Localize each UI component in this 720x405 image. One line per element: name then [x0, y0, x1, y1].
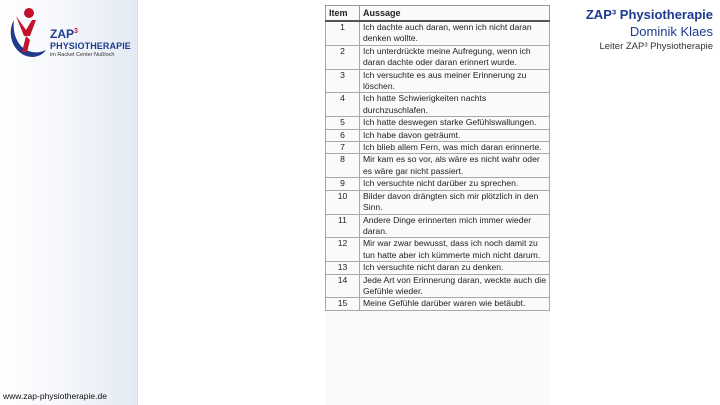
- item-statement: Mir kam es so vor, als wäre es nicht wahr oder es wäre gar nicht passiert.: [360, 154, 550, 178]
- item-statement: Ich unterdrückte meine Aufregung, wenn ich daran dachte oder daran erinnert wurde.: [360, 45, 550, 69]
- item-number: 4: [326, 93, 360, 117]
- item-number: 7: [326, 142, 360, 154]
- item-statement: Ich blieb allem Fern, was mich daran erinnerte.: [360, 142, 550, 154]
- table-body: [326, 21, 550, 310]
- table-row: [326, 262, 550, 274]
- item-number: 6: [326, 129, 360, 141]
- item-number: 11: [326, 214, 360, 238]
- slide-header: [586, 6, 713, 53]
- item-number: 1: [326, 21, 360, 45]
- zap-logo: [6, 6, 136, 66]
- item-number: 15: [326, 298, 360, 310]
- item-number: 5: [326, 117, 360, 129]
- item-statement: Ich hatte Schwierigkeiten nachts durchzuschlafen.: [360, 93, 550, 117]
- logo-subtitle: im Racket Center Nußloch: [50, 52, 115, 58]
- statement-table: [325, 5, 550, 311]
- table-row: [326, 129, 550, 141]
- item-number: 3: [326, 69, 360, 93]
- column-header-statement: Aussage: [360, 6, 550, 22]
- table-row: [326, 21, 550, 45]
- header-name: Dominik Klaes: [629, 24, 713, 39]
- item-statement: Ich dachte auch daran, wenn ich nicht daran denken wollte.: [360, 21, 550, 45]
- table-row: [326, 69, 550, 93]
- item-statement: Mir war zwar bewusst, dass ich noch damit zu tun hatte aber ich kümmerte mich nicht darum.: [360, 238, 550, 262]
- website-link[interactable]: www.zap-physiotherapie.de: [3, 391, 107, 401]
- item-number: 8: [326, 154, 360, 178]
- header-title: ZAP³ Physiotherapie: [585, 7, 713, 22]
- table-row: [326, 178, 550, 190]
- table-row: [326, 93, 550, 117]
- table-row: [326, 142, 550, 154]
- item-number: 14: [326, 274, 360, 298]
- logo-title: PHYSIOTHERAPIE: [50, 41, 131, 51]
- item-number: 2: [326, 45, 360, 69]
- table-row: [326, 190, 550, 214]
- statement-table-image: [325, 5, 550, 405]
- table-row: [326, 154, 550, 178]
- table-row: [326, 274, 550, 298]
- header-subtitle: Leiter ZAP³ Physiotherapie: [599, 41, 713, 52]
- item-statement: Jede Art von Erinnerung daran, weckte auch die Gefühle wieder.: [360, 274, 550, 298]
- table-row: [326, 214, 550, 238]
- item-statement: Ich versuchte es aus meiner Erinnerung zu löschen.: [360, 69, 550, 93]
- item-number: 10: [326, 190, 360, 214]
- sidebar-divider: [137, 0, 138, 405]
- logo-figure-icon: [6, 6, 50, 62]
- table-row: [326, 45, 550, 69]
- item-statement: Andere Dinge erinnerten mich immer wieder daran.: [360, 214, 550, 238]
- column-header-item: Item: [326, 6, 360, 22]
- logo-brand: ZAP$^3$: [50, 27, 78, 41]
- item-statement: Ich versuchte nicht darüber zu sprechen.: [360, 178, 550, 190]
- item-statement: Meine Gefühle darüber waren wie betäubt.: [360, 298, 550, 310]
- item-statement: Ich versuchte nicht daran zu denken.: [360, 262, 550, 274]
- item-statement: Ich hatte deswegen starke Gefühlswallungen.: [360, 117, 550, 129]
- item-statement: Ich habe davon geträumt.: [360, 129, 550, 141]
- table-row: [326, 238, 550, 262]
- item-number: 9: [326, 178, 360, 190]
- item-statement: Bilder davon drängten sich mir plötzlich in den Sinn.: [360, 190, 550, 214]
- item-number: 12: [326, 238, 360, 262]
- table-header-row: [326, 6, 550, 22]
- table-row: [326, 117, 550, 129]
- table-row: [326, 298, 550, 310]
- item-number: 13: [326, 262, 360, 274]
